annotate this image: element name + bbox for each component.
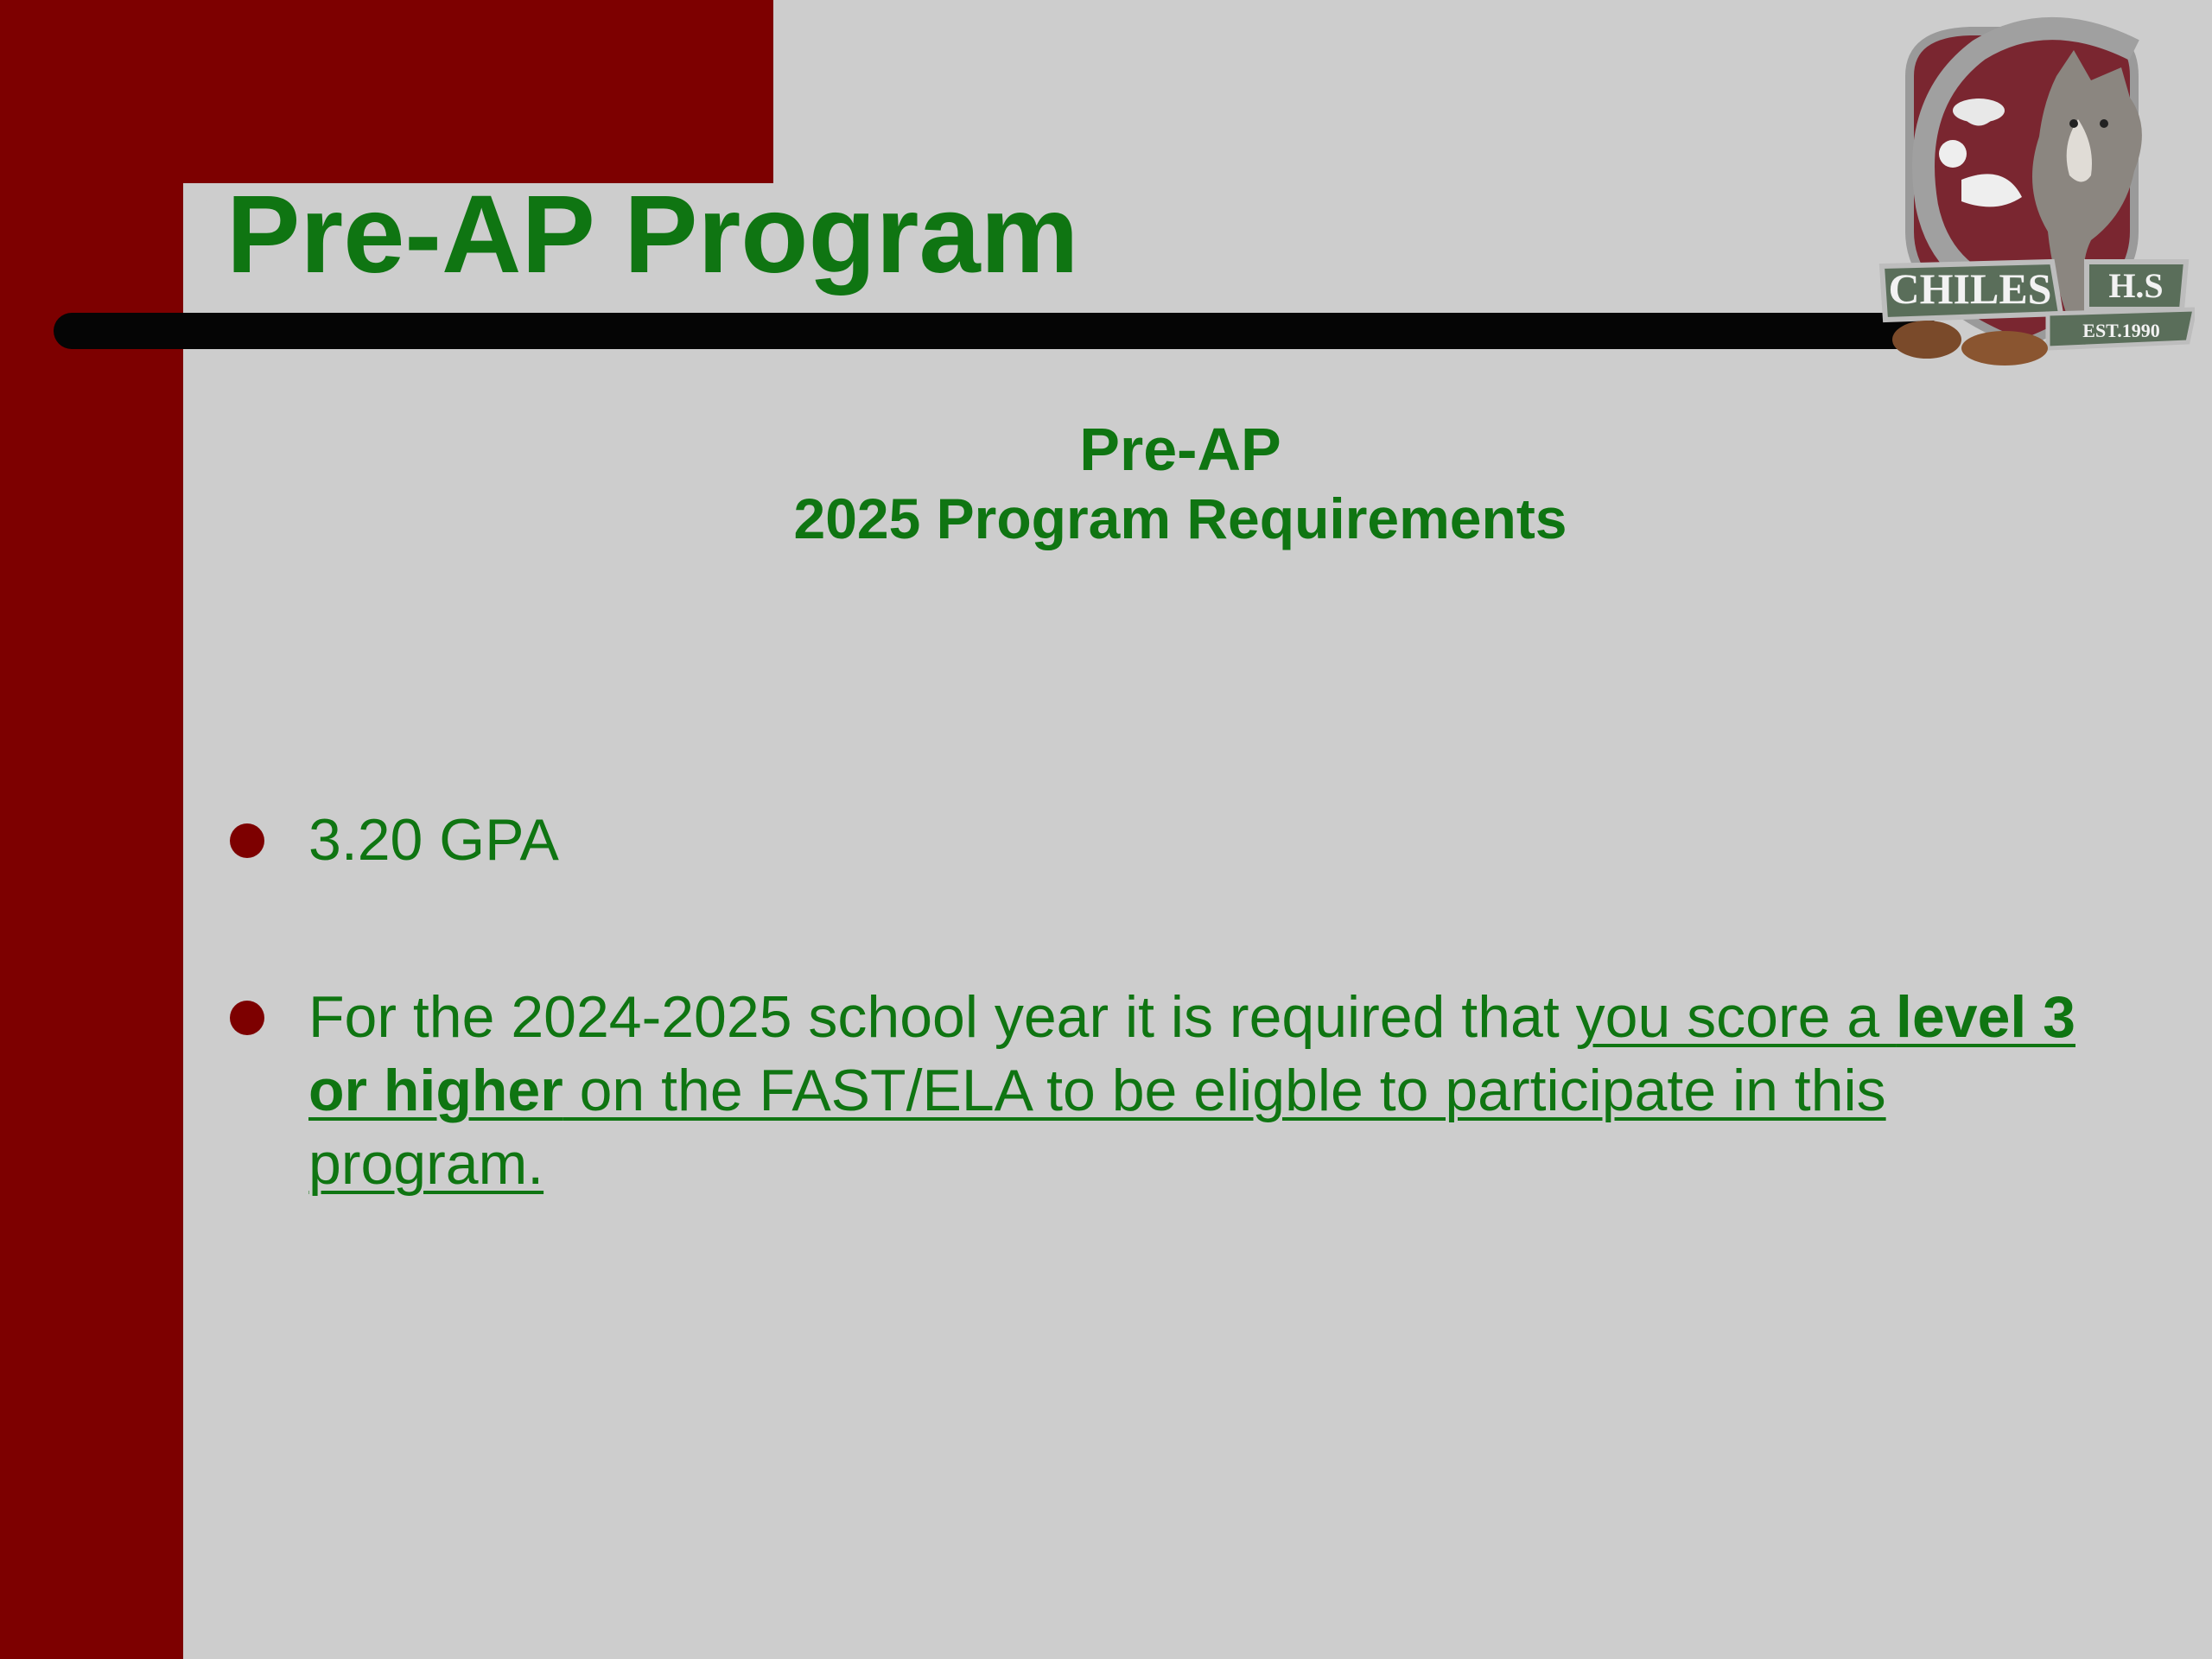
list-item-gpa xyxy=(226,804,2127,877)
subtitle-line-2: 2025 Program Requirements xyxy=(793,486,1567,550)
bullet-text: 3.20 GPA xyxy=(308,807,559,873)
bullet-icon xyxy=(230,823,264,858)
left-maroon-bar xyxy=(0,0,183,1659)
slide-subtitle xyxy=(183,415,2177,553)
subtitle-line-1: Pre-AP xyxy=(1079,416,1281,483)
bullet-text-bold-underlined: level 3 or higher xyxy=(308,984,2075,1123)
top-maroon-block xyxy=(0,0,773,183)
logo-school-name: CHILES xyxy=(1888,264,2052,313)
bullet-text-underlined-end: on the FAST/ELA to be eligble to participate in this program. xyxy=(308,1058,1886,1197)
bullet-text-plain: For the 2024-2025 school year it is required that xyxy=(308,984,1576,1050)
list-item-fast-ela xyxy=(226,981,2127,1201)
logo-established: EST.1990 xyxy=(2082,320,2160,341)
logo-abbrev: H.S xyxy=(2108,266,2164,305)
requirements-list xyxy=(226,804,2127,1305)
bullet-text-underlined: you score a xyxy=(1575,984,1897,1050)
title-divider xyxy=(54,313,1937,349)
slide-title: Pre-AP Program xyxy=(226,173,1079,296)
chiles-wolf-crest-icon xyxy=(1875,16,2195,372)
bullet-icon xyxy=(230,1001,264,1035)
